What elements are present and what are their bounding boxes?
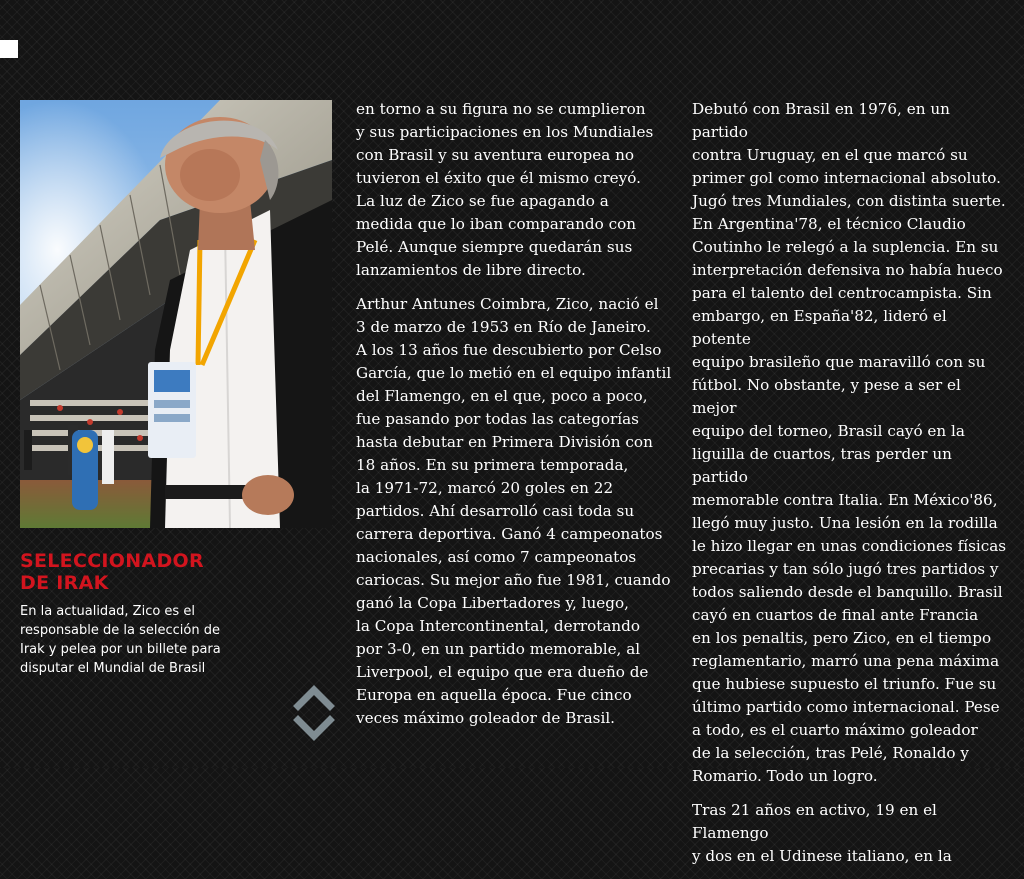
scroll-navigation — [294, 684, 334, 744]
article-paragraph: Debutó con Brasil en 1976, en un partido contra Uruguay, en el que marcó su primer gol como internacional absoluto. Jugó tres Mundiales, con distinta suerte. En Argentina'78, el técnico Claudio Coutinho le relegó a la suplencia. En su interpretación defensiva no había hueco para el talento del centrocampista. Sin embargo, en España'82, lideró el potente equipo brasileño que maravilló con su fútbol. No obstante, y pese a ser el mejor equipo del torneo, Brasil cayó en la liguilla de cuartos, tras perder un partido memorable contra Italia. En México'86, llegó muy justo. Una lesión en la rodilla le hizo llegar en unas condiciones físicas precarias y tan sólo jugó tres partidos y todos saliendo desde el banquillo. Brasil cayó en cuartos de final ante Francia en los penaltis, pero Zico, en el tiempo reglamentario, marró una pena máxima que hubiese supuesto el triunfo. Fue su último partido como internacional. Pese a todo, es el cuarto máximo goleador de la selección, tras Pelé, Ronaldo y Romario. Todo un logro. — [692, 100, 1007, 785]
menu-square-icon[interactable] — [0, 40, 18, 58]
article-paragraph: en torno a su figura no se cumplieron y sus participaciones en los Mundiales con Brasil y su aventura europea no tuvieron el éxito que él mismo creyó. La luz de Zico se fue apagando a medida que lo iban comparando con Pelé. Aunque siempre quedarán sus lanzamientos de libre directo. — [356, 100, 654, 279]
zico-photo-graphic — [20, 100, 332, 528]
chevron-down-icon[interactable] — [294, 716, 334, 742]
caption-title: SELECCIONADOR DE IRAK — [20, 550, 204, 594]
zico-photo — [20, 100, 332, 528]
photo-caption — [20, 550, 225, 678]
article-paragraph: Arthur Antunes Coimbra, Zico, nació el 3 de marzo de 1953 en Río de Janeiro. A los 13 años fue descubierto por Celso García, que lo metió en el equipo infantil del Flamengo, en el que, poco a poco, fue pasando por todas las categorías hasta debutar en Primera División con 18 años. En su primera temporada, la 1971-72, marcó 20 goles en 22 partidos. Ahí desarrolló casi toda su carrera deportiva. Ganó 4 campeonatos nacionales, así como 7 campeonatos cariocas. Su mejor año fue 1981, cuando ganó la Copa Libertadores y, luego, la Copa Intercontinental, derrotando por 3-0, en un partido memorable, al Liverpool, el equipo que era dueño de Europa en aquella época. Fue cinco veces máximo goleador de Brasil. — [356, 295, 672, 727]
article-column-2 — [692, 98, 1010, 879]
caption-text: En la actualidad, Zico es el responsable de la selección de Irak y pelea por un billete para disputar el Mundial de Brasil — [20, 604, 221, 676]
article-paragraph: Tras 21 años en activo, 19 en el Flamengo y dos en el Udinese italiano, en la — [692, 801, 952, 865]
chevron-up-icon[interactable] — [294, 684, 334, 710]
article-column-1 — [356, 98, 674, 741]
